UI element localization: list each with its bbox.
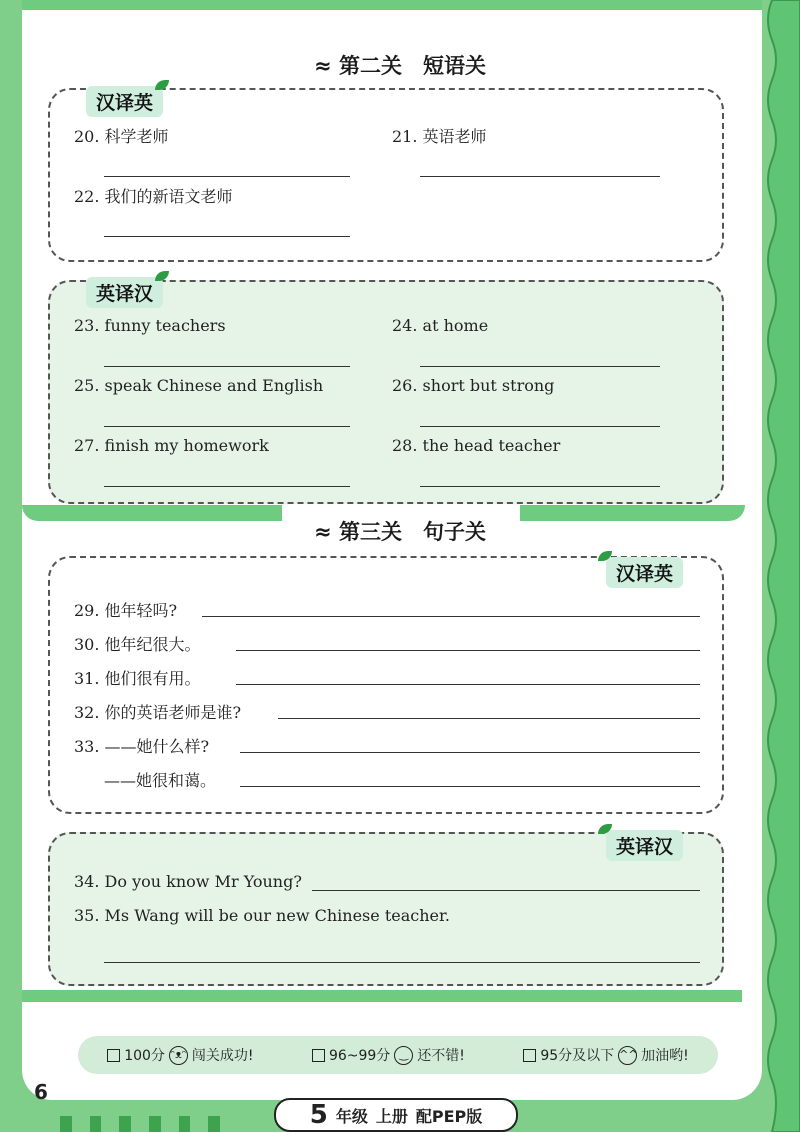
item-29: 29. 他年轻吗? [74, 601, 178, 620]
checkbox-96[interactable] [312, 1049, 325, 1062]
score-item-100: 100分 ᵔᴥᵔ 闯关成功! [107, 1045, 253, 1065]
item-25: 25. speak Chinese and English [74, 376, 324, 395]
answer-line-22[interactable] [104, 236, 350, 237]
answer-line-28[interactable] [420, 486, 660, 487]
item-26: 26. short but strong [392, 376, 555, 395]
bottom-green-band [22, 990, 742, 1002]
section3-title: ≈ 第三关 句子关 [0, 514, 800, 548]
answer-line-27[interactable] [104, 486, 350, 487]
answer-line-33b[interactable] [240, 786, 700, 787]
section2-title: ≈ 第二关 短语关 [0, 48, 800, 82]
item-32: 32. 你的英语老师是谁? [74, 703, 242, 722]
tag-en-to-cn-2: 英译汉 [606, 830, 683, 861]
answer-line-33a[interactable] [240, 752, 700, 753]
item-22: 22. 我们的新语文老师 [74, 187, 233, 206]
bottom-stripes [60, 1116, 220, 1132]
footer-grade-label [274, 1098, 518, 1132]
answer-line-32[interactable] [278, 718, 700, 719]
cheer-face-icon: ^^ [618, 1046, 637, 1065]
item-20: 20. 科学老师 [74, 127, 169, 146]
edition-text: 配PEP版 [415, 1106, 483, 1126]
answer-line-35[interactable] [104, 962, 700, 963]
answer-line-24[interactable] [420, 366, 660, 367]
answer-line-31[interactable] [236, 684, 700, 685]
grade-text: 年级 [335, 1106, 368, 1126]
tag-en-to-cn-1: 英译汉 [86, 277, 163, 308]
item-35: 35. Ms Wang will be our new Chinese teacher. [74, 906, 450, 925]
score-item-96: 96~99分 ‿ 还不错! [312, 1045, 465, 1065]
item-31: 31. 他们很有用。 [74, 669, 201, 688]
item-23: 23. funny teachers [74, 316, 226, 335]
checkbox-100[interactable] [107, 1049, 120, 1062]
item-24: 24. at home [392, 316, 489, 335]
grade-number: 5 [309, 1100, 328, 1130]
page-number: 6 [34, 1080, 48, 1104]
top-green-band [22, 0, 762, 10]
answer-line-29[interactable] [202, 616, 700, 617]
happy-face-icon: ᵔᴥᵔ [169, 1046, 188, 1065]
tag-cn-to-en-1: 汉译英 [86, 86, 163, 117]
answer-line-25[interactable] [104, 426, 350, 427]
right-wave-border [762, 0, 800, 1132]
item-34: 34. Do you know Mr Young? [74, 872, 302, 891]
score-item-95: 95分及以下 ^^ 加油哟! [523, 1045, 688, 1065]
item-30: 30. 他年纪很大。 [74, 635, 201, 654]
item-28: 28. the head teacher [392, 436, 561, 455]
tag-cn-to-en-2: 汉译英 [606, 557, 683, 588]
answer-line-23[interactable] [104, 366, 350, 367]
item-33a: 33. ——她什么样? [74, 737, 210, 756]
item-27: 27. finish my homework [74, 436, 269, 455]
checkbox-95[interactable] [523, 1049, 536, 1062]
answer-line-21[interactable] [420, 176, 660, 177]
item-33b: ——她很和蔼。 [104, 771, 217, 790]
smile-face-icon: ‿ [394, 1046, 413, 1065]
item-21: 21. 英语老师 [392, 127, 487, 146]
score-bar [78, 1036, 718, 1074]
answer-line-26[interactable] [420, 426, 660, 427]
volume-text: 上册 [375, 1106, 408, 1126]
answer-line-20[interactable] [104, 176, 350, 177]
answer-line-30[interactable] [236, 650, 700, 651]
answer-line-34[interactable] [312, 890, 700, 891]
